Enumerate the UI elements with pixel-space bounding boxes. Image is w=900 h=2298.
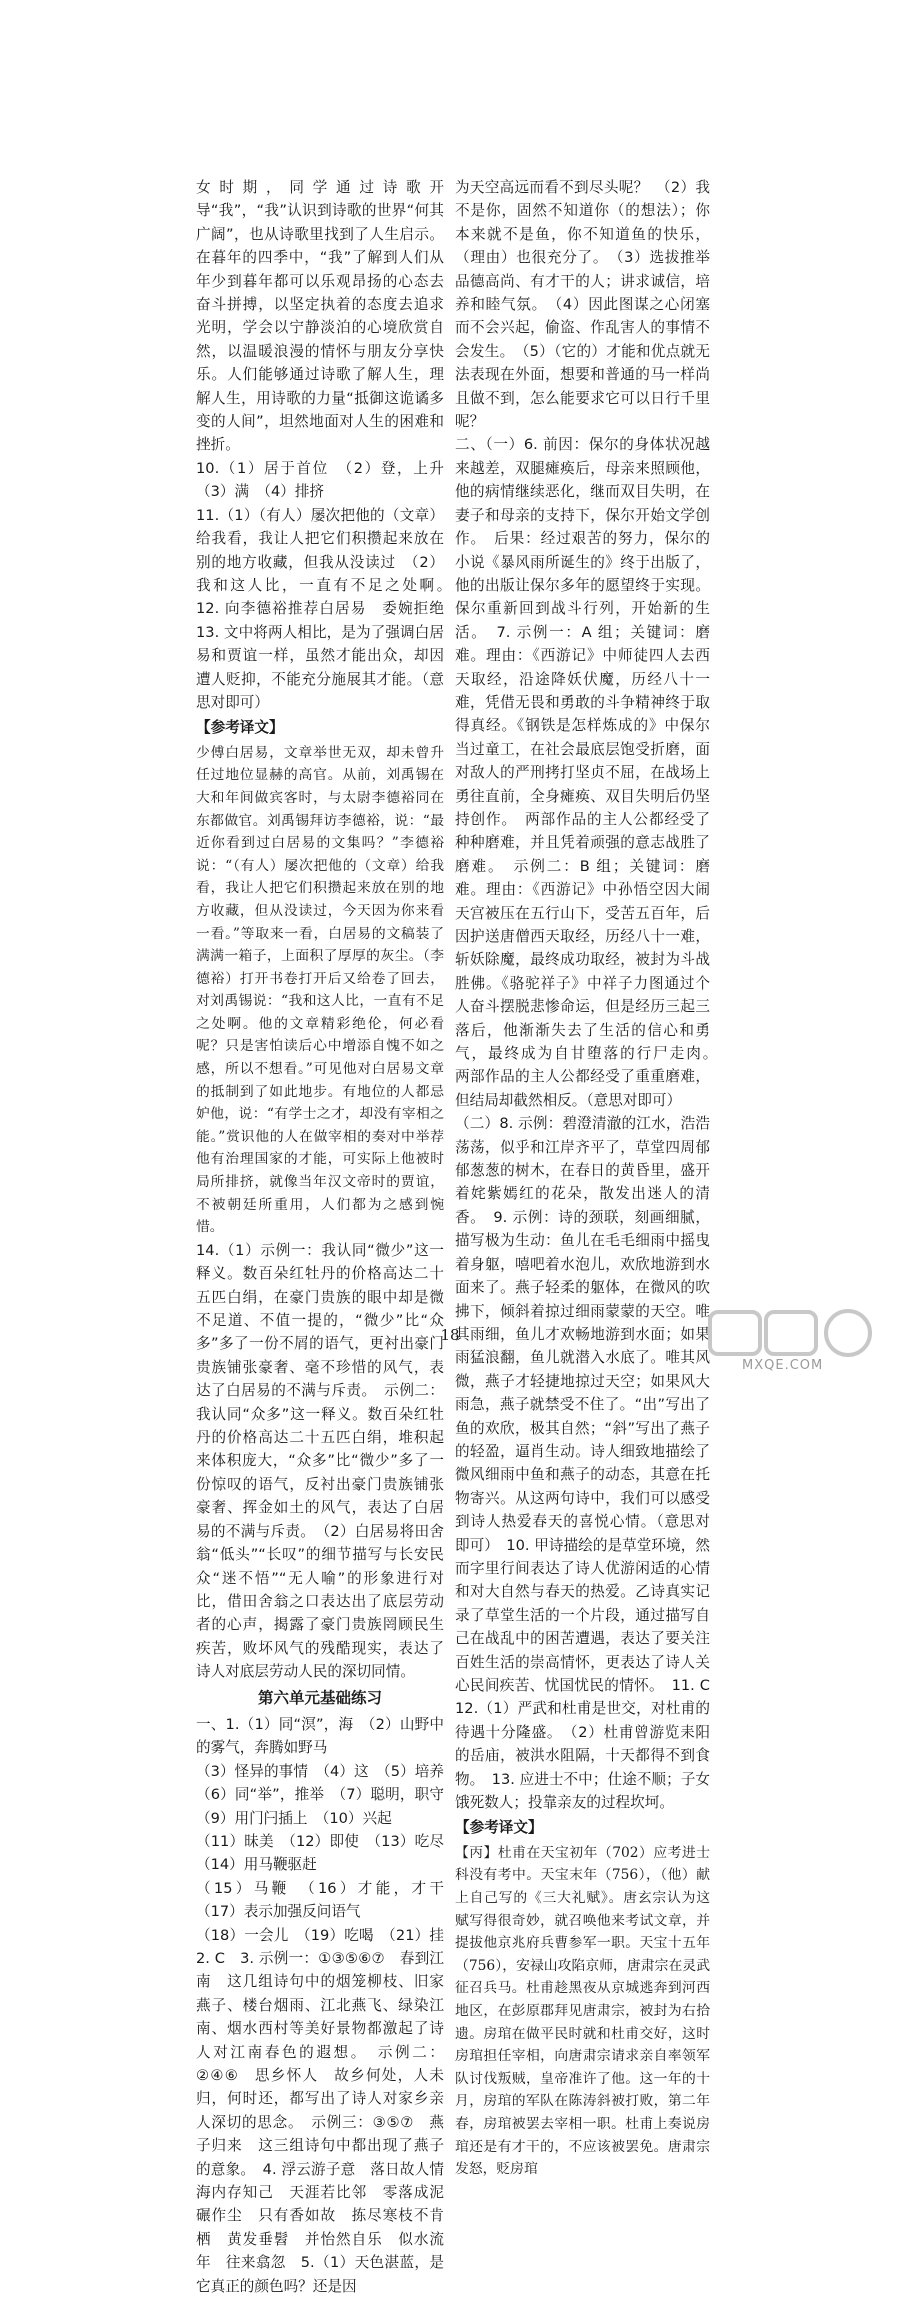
answer-line: （3）怪异的事情 （4）这 （5）培养 （6）同“举”，推举 （7）聪明，职守 （9）用门闩插上 （10）兴起 <box>196 1762 459 1827</box>
translation-text: 【丙】杜甫在天宝初年（702）应考进士科没有考中。天宝末年（756），（他）献上自己写的《三大礼赋》。唐玄宗认为这赋写得很奇妙，就召唤他来考试文章，并提拔他京兆府兵曹参军一职。天宝十五年（756），安禄山攻陷京师，唐肃宗在灵武征召兵马。杜甫趁黑夜从京城逃奔到河西地区，在彭原郡拜见唐肃宗，被封为右拾遗。房琯在做平民时就和杜甫交好，这时房琯担任宰相，向唐肃宗请求亲自率领军队讨伐叛贼，皇帝准许了他。这一年的十月，房琯的军队在陈涛斜被打败，第二年春，房琯被罢去宰相一职。杜甫上奏说房琯还是有才干的，不应该被罢免。唐肃宗发怒，贬房琯 <box>455 1844 710 2178</box>
reference-translation-tag: 【参考译文】 <box>455 1819 543 1837</box>
page-number: 18 <box>440 1326 460 1344</box>
answer-11-13: 11.（1）（有人）屡次把他的（文章）给我看，我让人把它们积攒起来放在别的地方收藏，但我从没读过 （2）我和这人比，一直有不足之处啊。 12. 向李德裕推荐白居易 委婉拒绝 13. 文中将两人相比，是为了强调白居易和贾谊一样，虽然才能出众，却因遭人贬抑，不能充分施展其才能。（意思对即可） <box>196 506 459 711</box>
paragraph: 为天空高远而看不到尽头呢？ （2）我不是你，固然不知道你（的想法）；你本来就不是鱼，你不知道鱼的快乐，（理由）也很充分了。 （3）选拔推举品德高尚、有才干的人；讲求诚信，培养和睦气氛。 （4）因此图谋之心闭塞而不会兴起，偷盗、作乱害人的事情不会发生。 （5）（它的）才能和优点就无法表现在外面，想要和普通的马一样尚且做不到，怎么能要求它可以日行千里呢？ <box>455 179 710 431</box>
answer-line: （15）马鞭 （16）才能，才干 （17）表示加强反问语气 <box>196 1879 459 1921</box>
right-column <box>455 176 725 2181</box>
section-two-two: （二）8. 示例：碧澄清澈的江水，浩浩荡荡，似乎和江岸齐平了，草堂四周郁郁葱葱的树木，在春日的黄昏里，盛开着姹紫嫣红的花朵，散发出迷人的清香。 9. 示例：诗的颈联，刻画细腻，描写极为生动：鱼儿在毛毛细雨中摇曳着身躯，嘻吧着水泡儿，欢欣地游到水面来了。燕子轻柔的躯体，在微风的吹拂下，倾斜着掠过细雨蒙蒙的天空。唯其雨细，鱼儿才欢畅地游到水面；如果雨猛浪翻，鱼儿就潜入水底了。唯其风微，燕子才轻捷地掠过天空；如果风大雨急，燕子就禁受不住了。“出”写出了鱼的欢欣，极其自然；“斜”写出了燕子的轻盈，逼肖生动。诗人细致地描绘了微风细雨中鱼和燕子的动态，其意在托物寄兴。从这两句诗中，我们可以感受到诗人热爱春天的喜悦心情。（意思对即可） 10. 甲诗描绘的是草堂环境，然而字里行间表达了诗人优游闲适的心情和对大自然与春天的热爱。乙诗真实记录了草堂生活的一个片段，通过描写自己在战乱中的困苦遭遇，表达了要关注百姓生活的崇高情怀，更表达了诗人关心民间疾苦、忧国忧民的情怀。 11. C 12.（1）严武和杜甫是世交，对杜甫的待遇十分隆盛。 （2）杜甫曾游览耒阳的岳庙，被洪水阻隔，十天都得不到食物。 13. 应进士不中；仕途不顺；子女饿死数人；投靠亲友的过程坎坷。 <box>455 1115 725 1812</box>
answer-14: 14.（1）示例一：我认同“微少”这一释义。数百朵红牡丹的价格高达二十五匹白绢，在豪门贵族的眼中却是微不足道、不值一提的，“微少”比“众多”多了一份不屑的语气，更衬出豪门贵族铺张豪奢、毫不珍惜的风气，表达了白居易的不满与斥责。 示例二：我认同“众多”这一释义。数百朵红牡丹的价格高达二十五匹白绢，堆积起来体积庞大，“众多”比“微少”多了一份惊叹的语气，反衬出豪门贵族铺张豪奢、挥金如土的风气，表达了白居易的不满与斥责。 （2）白居易将田舍翁“低头”“长叹”的细节描写与长安民众“迷不悟”“无人喻”的形象进行对比，借田舍翁之口表达出了底层劳动者的心声，揭露了豪门贵族罔顾民生疾苦，败坏风气的残酷现实，表达了诗人对底层劳动人民的深切同情。 <box>196 1241 444 1681</box>
left-column <box>196 176 459 2298</box>
unit-title: 第六单元基础练习 <box>257 1688 382 1707</box>
answer-line: （18）一会儿 （19）吃喝 （21）挂 2. C 3. 示例一：①③⑤⑥⑦ 春到江南 这几组诗句中的烟笼柳枝、旧家燕子、楼台烟雨、江北燕飞、绿染江南、烟水西村等美好景物都激起了诗人对江南春色的遐想。 示例二：②④⑥ 思乡怀人 故乡何处，人未归，何时还，都写出了诗人对家乡亲人深切的思念。 示例三：③⑤⑦ 燕子归来 这三组诗句中都出现了燕子的意象。 4. 浮云游子意 落日故人情 海内存知己 天涯若比邻 零落成泥碾作尘 只有香如故 拣尽寒枝不肯栖 黄发垂髫 并怡然自乐 似水流年 往来翕忽 5.（1）天色湛蓝，是它真正的颜色吗？还是因 <box>196 1926 459 2295</box>
answer-line: 一、1.（1）同“溟”，海 （2）山野中的雾气，奔腾如野马 <box>196 1715 444 1757</box>
answer-line: （11）昧美 （12）即使 （13）吃尽 （14）用马鞭驱赶 <box>196 1832 459 1874</box>
reference-translation-tag: 【参考译文】 <box>196 719 284 737</box>
paragraph: 女时期，同学通过诗歌开导“我”，“我”认识到诗歌的世界“何其广阔”，也从诗歌里找到了人生启示。在暮年的四季中，“我”了解到人们从年少到暮年都可以乐观昂扬的心态去奋斗拼搏，以坚定执着的态度去追求光明，学会以宁静淡泊的心境欣赏自然，以温暖浪漫的情怀与朋友分享快乐。人们能够通过诗歌了解人生，理解人生，用诗歌的力量“抵御这诡谲多变的人间”，坦然地面对人生的困难和挫折。 <box>196 179 444 454</box>
section-two-one: 二、（一）6. 前因：保尔的身体状况越来越差，双腿瘫痪后，母亲来照顾他，他的病情继续恶化，继而双目失明，在妻子和母亲的支持下，保尔开始文学创作。 后果：经过艰苦的努力，保尔的小说《暴风雨所诞生的》终于出版了，他的出版让保尔多年的愿望终于实现。保尔重新回到战斗行列，开始新的生活。 7. 示例一：A 组；关键词：磨难。理由：《西游记》中师徒四人去西天取经，沿途降妖伏魔，历经八十一难，凭借无畏和勇敢的斗争精神终于取得真经。《钢铁是怎样炼成的》中保尔当过童工，在社会最底层饱受折磨，面对敌人的严刑拷打坚贞不屈，在战场上勇往直前，全身瘫痪、双目失明后仍坚持创作。 两部作品的主人公都经受了种种磨难，并且凭着顽强的意志战胜了磨难。 示例二：B 组；关键词：磨难。理由：《西游记》中孙悟空因大闹天宫被压在五行山下，受苦五百年，后因护送唐僧西天取经，历经八十一难，斩妖除魔，最终成功取经，被封为斗战胜佛。《骆驼祥子》中祥子力图通过个人奋斗摆脱悲惨命运，但是经历三起三落后，他渐渐失去了生活的信心和勇气，最终成为自甘堕落的行尸走肉。 两部作品的主人公都经受了重重磨难，但结局却截然相反。（意思对即可） <box>455 436 725 1109</box>
answer-10: 10.（1）居于首位 （2）登，上升 （3）满 （4）排挤 <box>196 459 459 501</box>
watermark-text: MXQE.COM <box>742 1358 824 1373</box>
translation-text: 少傅白居易，文章举世无双，却未曾升任过地位显赫的高官。从前，刘禹锡在大和年间做宾客时，与太尉李德裕同在东都做官。刘禹锡拜访李德裕，说：“最近你看到过白居易的文集吗？”李德裕说：“（有人）屡次把他的（文章）给我看，我让人把它们积攒起来放在别的地方收藏，但从没读过，今天因为你来看一看。”等取来一看，白居易的文稿装了满满一箱子，上面积了厚厚的灰尘。（李德裕）打开书卷打开后又给卷了回去，对刘禹锡说：“我和这人比，一直有不足之处啊。他的文章精彩绝伦，何必看呢？只是害怕读后心中增添自愧不如之感，所以不想看。”可见他对白居易文章的抵制到了如此地步。有地位的人都忌妒他，说：“有学士之才，却没有宰相之能。”赏识他的人在做宰相的奏对中举荐他有治理国家的才能，可实际上他被时局所排挤，就像当年汉文帝时的贾谊，不被朝廷所重用，人们都为之感到惋惜。 <box>196 744 444 1236</box>
